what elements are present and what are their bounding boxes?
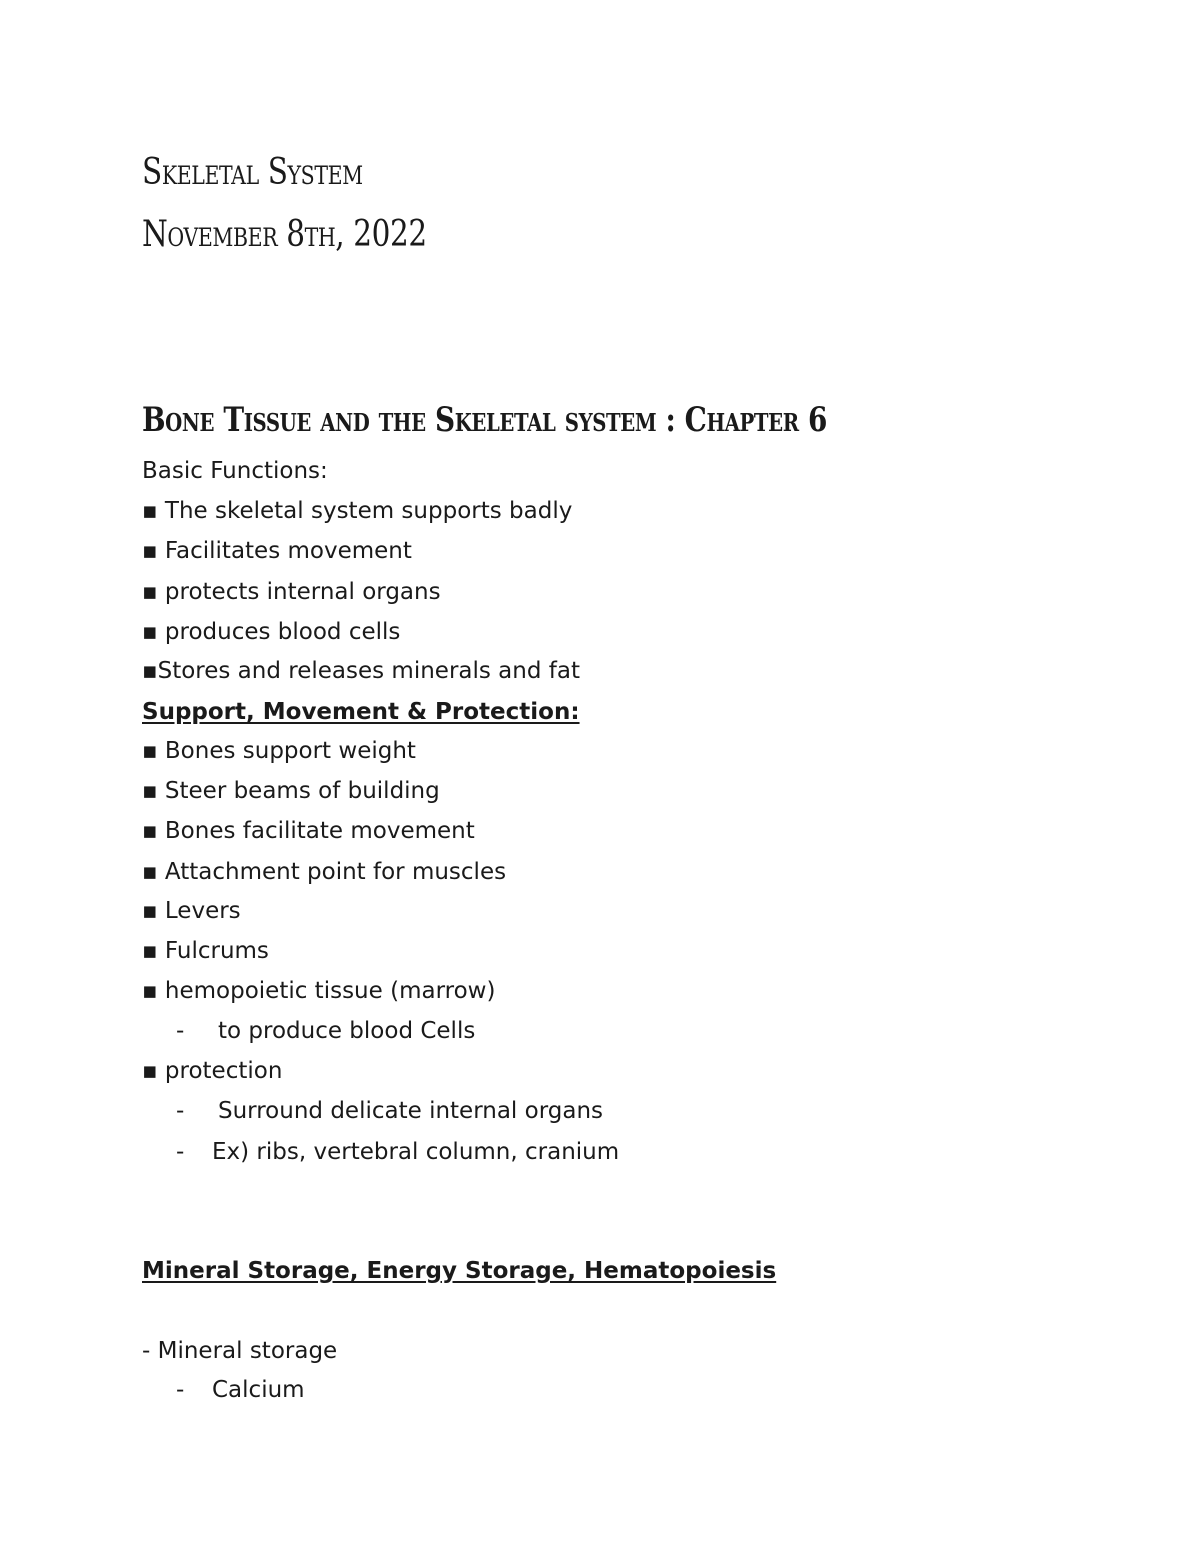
sub-list-item-text: Surround delicate internal organs	[218, 1098, 604, 1124]
list-item: ▪ The skeletal system supports badly	[142, 498, 573, 524]
list-item: ▪ protection	[142, 1058, 283, 1084]
dash-marker: -	[176, 1018, 185, 1044]
dash-marker: -	[176, 1098, 185, 1124]
list-item: ▪ protects internal organs	[142, 579, 441, 605]
list-item: ▪ Bones support weight	[142, 738, 416, 764]
page-date: November 8th, 2022	[142, 214, 427, 255]
list-item: ▪ Steer beams of building	[142, 778, 440, 804]
sub-list-item-text: Ex) ribs, vertebral column, cranium	[212, 1139, 620, 1165]
sub-list-item-text: Calcium	[212, 1377, 305, 1403]
list-item: ▪Stores and releases minerals and fat	[142, 658, 580, 684]
list-item: ▪ produces blood cells	[142, 619, 401, 645]
list-item: ▪ hemopoietic tissue (marrow)	[142, 978, 496, 1004]
sub-list-item	[176, 1137, 619, 1167]
list-item: ▪ Fulcrums	[142, 938, 269, 964]
basic-functions-label: Basic Functions:	[142, 458, 328, 484]
dash-marker: -	[176, 1139, 185, 1165]
list-item: ▪ Levers	[142, 898, 241, 924]
list-item: ▪ Attachment point for muscles	[142, 859, 507, 885]
dash-marker: -	[176, 1377, 185, 1403]
list-item: ▪ Bones facilitate movement	[142, 818, 475, 844]
section-heading-support: Support, Movement & Protection:	[142, 699, 580, 725]
sub-list-item	[176, 1016, 475, 1046]
section-heading-mineral: Mineral Storage, Energy Storage, Hematopoiesis	[142, 1258, 777, 1284]
sub-list-item	[176, 1375, 305, 1405]
list-item: ▪ Facilitates movement	[142, 538, 412, 564]
sub-list-item-text: to produce blood Cells	[218, 1018, 476, 1044]
chapter-heading: Bone Tissue and the Skeletal system : Chapter 6	[142, 400, 827, 440]
page-title: Skeletal System	[142, 152, 363, 193]
list-item: - Mineral storage	[142, 1338, 338, 1364]
sub-list-item	[176, 1096, 603, 1126]
